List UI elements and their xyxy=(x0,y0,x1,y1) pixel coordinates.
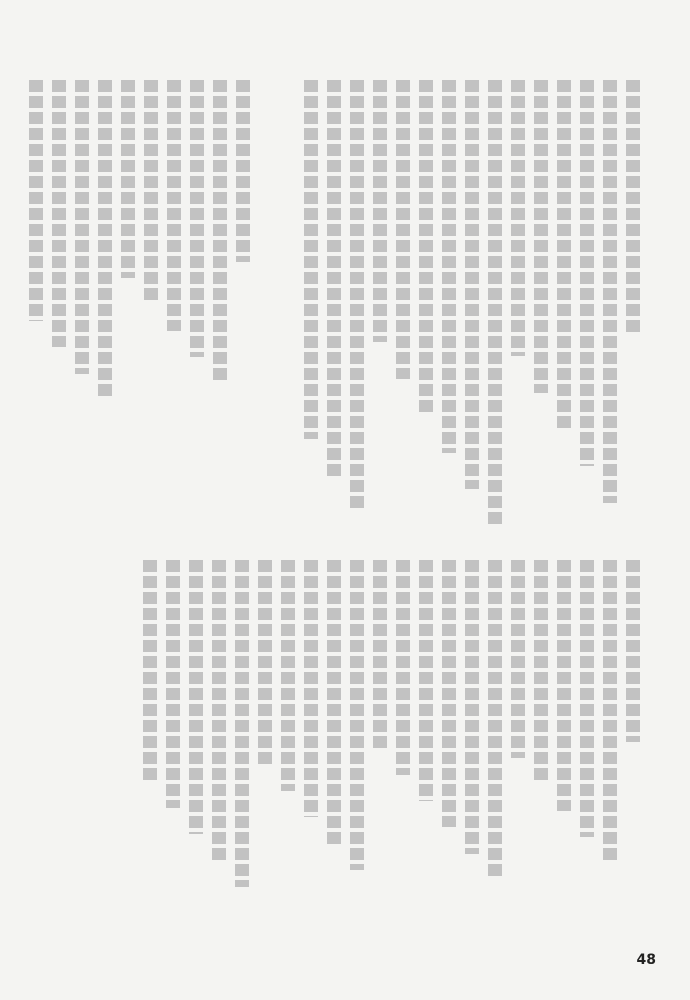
text-line-placeholder xyxy=(511,80,525,356)
text-line-placeholder xyxy=(626,560,640,742)
text-line-placeholder xyxy=(557,80,571,430)
text-line-placeholder xyxy=(327,80,341,476)
text-line-placeholder xyxy=(511,560,525,758)
text-line-placeholder xyxy=(465,80,479,489)
text-line-placeholder xyxy=(626,80,640,333)
text-line-placeholder xyxy=(166,560,180,808)
text-line-placeholder xyxy=(143,560,157,781)
text-line-placeholder xyxy=(419,560,433,801)
text-line-placeholder xyxy=(580,80,594,466)
text-line-placeholder xyxy=(534,560,548,784)
page-number: 48 xyxy=(636,952,656,968)
text-line-placeholder xyxy=(190,80,204,357)
text-line-placeholder xyxy=(304,560,318,817)
text-block-bottom xyxy=(143,560,640,890)
text-line-placeholder xyxy=(327,560,341,844)
text-line-placeholder xyxy=(557,560,571,811)
text-line-placeholder xyxy=(373,80,387,342)
text-line-placeholder xyxy=(442,560,456,827)
text-line-placeholder xyxy=(167,80,181,331)
text-line-placeholder xyxy=(52,80,66,347)
text-line-placeholder xyxy=(258,560,272,765)
text-line-placeholder xyxy=(534,80,548,393)
text-line-placeholder xyxy=(304,80,318,439)
text-line-placeholder xyxy=(488,560,502,880)
text-block-right xyxy=(304,80,640,540)
text-line-placeholder xyxy=(236,80,250,262)
text-line-placeholder xyxy=(281,560,295,791)
text-line-placeholder xyxy=(29,80,43,321)
text-line-placeholder xyxy=(419,80,433,416)
text-line-placeholder xyxy=(396,80,410,379)
text-line-placeholder xyxy=(75,80,89,374)
text-line-placeholder xyxy=(442,80,456,453)
text-line-placeholder xyxy=(98,80,112,400)
text-line-placeholder xyxy=(212,560,226,860)
text-line-placeholder xyxy=(580,560,594,837)
text-line-placeholder xyxy=(603,560,617,864)
text-line-placeholder xyxy=(488,80,502,526)
text-line-placeholder xyxy=(189,560,203,834)
text-line-placeholder xyxy=(603,80,617,503)
text-line-placeholder xyxy=(465,560,479,854)
text-line-placeholder xyxy=(350,80,364,512)
text-line-placeholder xyxy=(396,560,410,775)
text-line-placeholder xyxy=(213,80,227,384)
text-line-placeholder xyxy=(235,560,249,887)
text-line-placeholder xyxy=(350,560,364,870)
text-line-placeholder xyxy=(121,80,135,278)
text-block-left xyxy=(29,80,250,410)
text-line-placeholder xyxy=(373,560,387,748)
text-line-placeholder xyxy=(144,80,158,304)
